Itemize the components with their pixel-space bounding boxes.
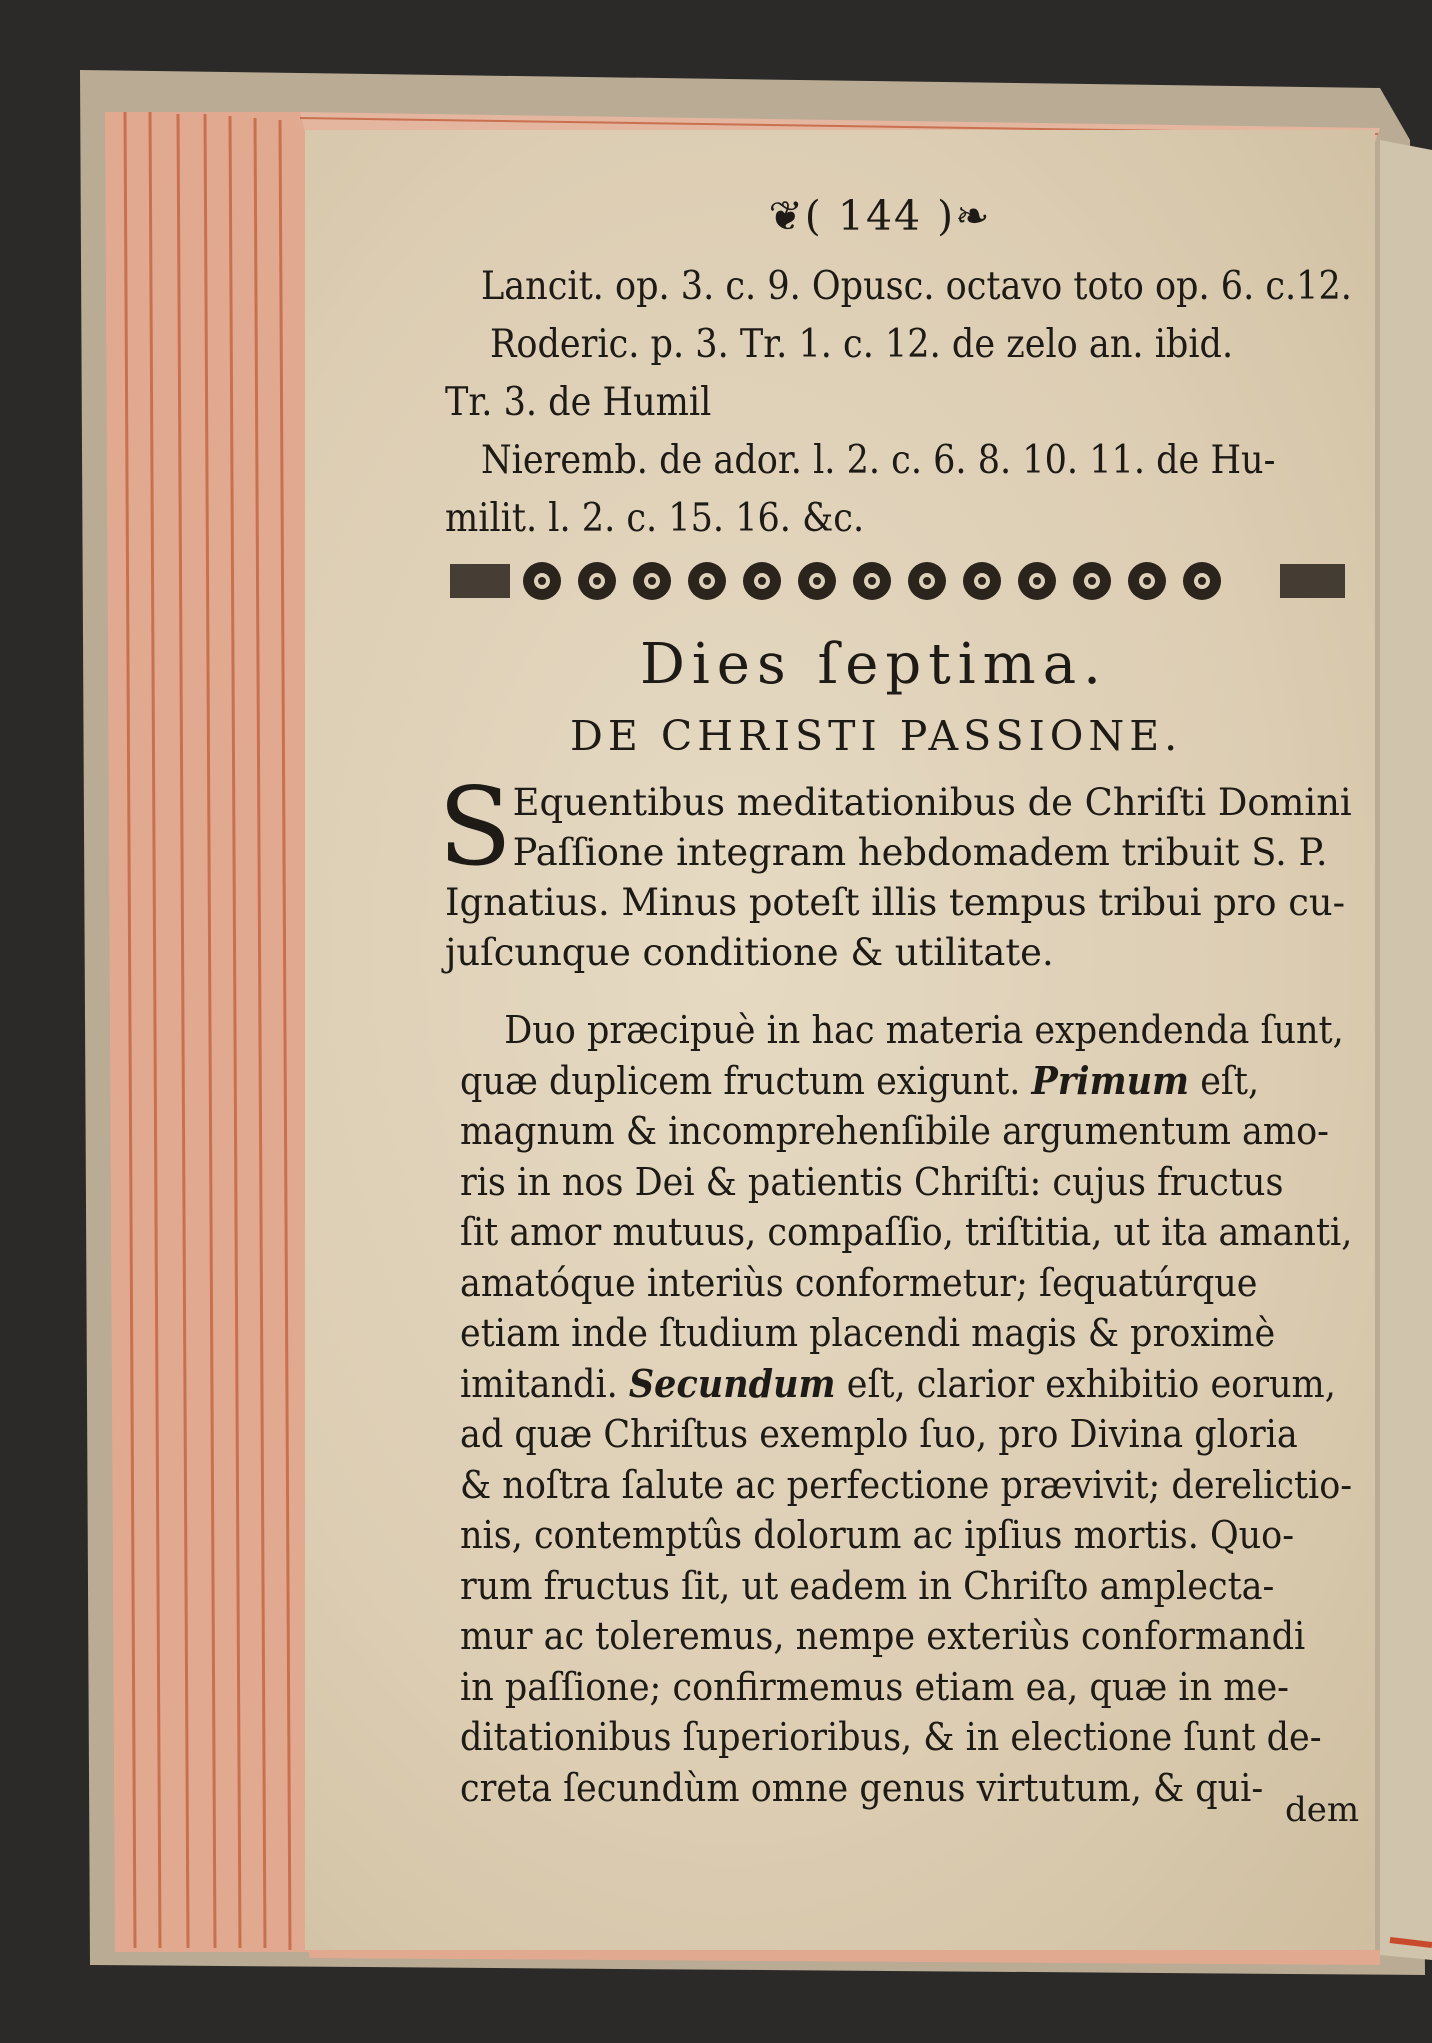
text-line: [460, 1056, 1352, 1107]
text-run: imitandi.: [460, 1361, 618, 1406]
text-line: ſit amor mutuus, compaſſio, triſtitia, ut ita amanti,: [460, 1210, 1353, 1254]
text-line: rum fructus ſit, ut eadem in Chriſto amplecta-: [460, 1563, 1275, 1608]
text-line: Paſſione integram hebdomadem tribuit S. P.: [512, 831, 1328, 874]
text-line: creta ſecundùm omne genus virtutum, & qui-: [460, 1765, 1264, 1810]
text-line: juſcunque conditione & utilitate.: [445, 931, 1054, 974]
text-line: Duo præcipuè in hac materia expendenda ſunt,: [504, 1008, 1344, 1052]
reference-line: Tr. 3. de Humil: [445, 380, 712, 425]
reference-line: Roderic. p. 3. Tr. 1. c. 12. de zelo an. ibid.: [489, 322, 1234, 367]
text-line: & noſtra ſalute ac perfectione prævivit; derelictio-: [460, 1462, 1353, 1507]
reference-line: milit. l. 2. c. 15. 16. &c.: [445, 496, 865, 541]
paragraph-main: [460, 1005, 1429, 1813]
text-line: in paſſione; confirmemus etiam ea, quæ in me-: [460, 1664, 1289, 1709]
fleuron-right-icon: )❧: [937, 192, 992, 240]
text-line: Equentibus meditationibus de Chriſti Domini: [512, 781, 1352, 824]
emphasis: Primum: [1031, 1057, 1190, 1103]
references: [445, 258, 1432, 548]
paragraph-intro: [445, 778, 1356, 978]
fleuron-left-icon: ❦(: [768, 192, 823, 240]
drop-cap: S: [438, 765, 512, 890]
ornament-band: [450, 556, 1350, 606]
text-line: ris in nos Dei & patientis Chriſti: cujus fructus: [460, 1159, 1284, 1204]
text-line: [460, 1359, 1352, 1410]
text-line: Ignatius. Minus poteſt illis tempus tribui pro cu-: [445, 881, 1346, 924]
emphasis: Secundum: [628, 1360, 836, 1406]
text-line: etiam inde ſtudium placendi magis & proximè: [460, 1311, 1276, 1355]
text-line: ad quæ Chriſtus exemplo ſuo, pro Divina gloria: [460, 1412, 1298, 1456]
text-run: eſt, clarior exhibitio eorum,: [846, 1361, 1336, 1406]
text-line: nis, contemptûs dolorum ac ipſius mortis. Quo-: [460, 1513, 1295, 1557]
text-run: quæ duplicem fructum exigunt.: [460, 1058, 1021, 1103]
section-subtitle: DE CHRISTI PASSIONE.: [570, 712, 1183, 760]
page-number: 144: [837, 192, 923, 240]
reference-line: Nieremb. de ador. l. 2. c. 6. 8. 10. 11. de Hu-: [480, 438, 1276, 483]
reference-line: Lancit. op. 3. c. 9. Opusc. octavo toto op. 6. c.12.: [480, 264, 1352, 309]
section-title: Dies ſeptima.: [640, 632, 1108, 697]
page-header: [700, 192, 1060, 240]
text-run: eſt,: [1200, 1058, 1260, 1103]
text-line: amatóque interiùs conformetur; ſequatúrque: [460, 1260, 1258, 1305]
text-line: mur ac toleremus, nempe exteriùs conformandi: [460, 1614, 1306, 1658]
catchword: dem: [1285, 1790, 1360, 1830]
text-line: ditationibus ſuperioribus, & in electione ſunt de-: [460, 1715, 1322, 1759]
text-line: magnum & incomprehenſibile argumentum amo-: [460, 1109, 1329, 1153]
